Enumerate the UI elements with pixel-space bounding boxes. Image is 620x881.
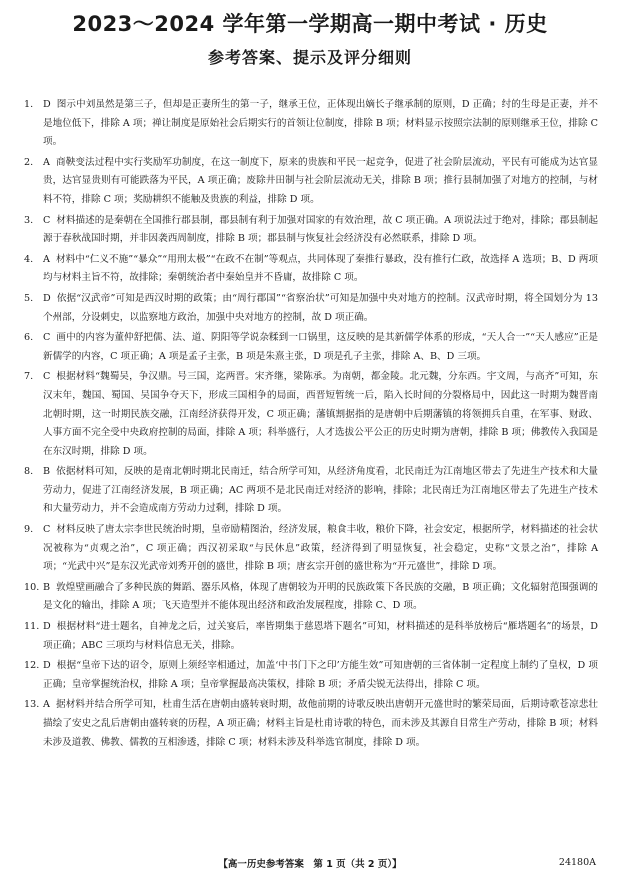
answer-item — [24, 96, 598, 152]
answer-item — [24, 154, 598, 210]
item-number: 7. — [24, 371, 34, 383]
answer-item — [24, 618, 598, 655]
answer-item — [24, 696, 598, 752]
document-code: 24180A — [558, 857, 596, 868]
item-answer: D — [43, 621, 51, 633]
item-answer: D — [43, 660, 51, 672]
page-title: 2023～2024 学年第一学期高一期中考试 · 历史 — [72, 12, 548, 36]
item-explanation: 据材料并结合所学可知，杜甫生活在唐朝由盛转衰时期，故他前期的诗歌反映出唐朝开元盛世时的繁荣局面，后期诗歌苍凉悲壮描绘了安史之乱后唐朝由盛转衰的历程，A 项正确；材料主旨是杜甫诗歌的特色，而未涉及其源自目常生产劳动，排除 B 项；材料未涉及道教、佛教、儒教的互相渗透，排除 C 项；材料未涉及科举选官制度，排除 D 项。 — [43, 699, 598, 748]
answer-item — [24, 579, 598, 616]
item-explanation: 画中的内容为董仲舒把儒、法、道、阴阳等学说杂糅到一口锅里，这反映的是其新儒学体系的形成，“天人合一”“天人感应”正是新儒学的内容，C 项正确；A 项是孟子主张，B 项是朱熹主张，D 项是孔子主张，排除 A、B、D 三项。 — [43, 332, 598, 362]
answer-item — [24, 521, 598, 577]
item-explanation: 图示中刘虽然是第三子，但却是正妻所生的第一子，继承王位，正体现出嫡长子继承制的原则，D 正确；纣的生母是正妻，并不是地位低下，排除 A 项；禅让制度是原始社会后期实行的首领让位制度，排除 B 项；材料显示按照宗法制的原则继承王位，排除 C 项。 — [43, 99, 598, 148]
page-subtitle: 参考答案、提示及评分细则 — [207, 48, 412, 67]
answer-item — [24, 329, 598, 366]
item-answer: C — [43, 214, 51, 226]
item-explanation: 依据材料可知，反映的是南北朝时期北民南迁，结合所学可知，从经济角度看，北民南迁为江南地区带去了先进生产技术和大量劳动力，促进了江南经济发展，B 项正确；AC 两项不是北民南迁对经济的影响，排除；北民南迁为江南地区带去了先进生产技术和大量劳动力，并不会造成南方劳动力过剩，排除 D 项。 — [43, 466, 598, 515]
item-explanation: 材料反映了唐太宗李世民统治时期，皇帝励精图治，经济发展，粮食丰收，粮价下降，社会安定，根据所学，材料描述的社会状况被称为“贞观之治”，C 项正确；西汉初采取“与民休息”政策，经济得到了明显恢复，社会稳定，史称“文景之治”，排除 A 项；“光武中兴”是东汉光武帝刘秀开创的盛世，排除 B 项；唐玄宗开创的盛世称为“开元盛世”，排除 D 项。 — [43, 524, 598, 573]
answer-item — [24, 368, 598, 461]
item-number: 8. — [24, 466, 34, 478]
item-answer: C — [43, 524, 51, 536]
item-explanation: 根据材料“进士题名，自神龙之后，过关宴后，率皆期集于慈恩塔下题名”可知，材料描述的是科举放榜后“雁塔题名”的场景，D 项正确；ABC 三项均与材料信息无关，排除。 — [43, 621, 598, 651]
answer-item — [24, 251, 598, 288]
item-explanation: 依据“汉武帝”可知是西汉时期的政策；由“周行郡国”“省察治状”可知是加强中央对地方的控制。汉武帝时期，将全国划分为 13 个州部，分设刺史，以监察地方政治，加强中央对地方的控制，故 D 项正确。 — [43, 292, 598, 323]
item-number: 3. — [24, 214, 34, 226]
item-answer: A — [43, 699, 50, 711]
item-number: 5. — [24, 292, 34, 304]
item-explanation: 根据“皇帝下达的诏令，原则上须经宰相通过，加盖‘中书门下之印’方能生效”可知唐朝的三省体制一定程度上制约了皇权，D 项正确；皇帝掌握统治权，排除 A 项；皇帝掌握最高决策权，排除 B 项；矛盾尖锐无法得出，排除 C 项。 — [43, 660, 598, 690]
item-number: 4. — [24, 253, 34, 265]
item-number: 13. — [24, 699, 40, 711]
answer-item — [24, 463, 598, 519]
item-answer: B — [43, 466, 51, 478]
item-number: 10. — [24, 581, 40, 593]
item-answer: D — [43, 292, 51, 304]
item-answer: A — [43, 253, 50, 265]
answer-item — [24, 290, 598, 327]
page-footer: 【高一历史参考答案 第 1 页（共 2 页）】 — [218, 859, 402, 870]
answer-item — [24, 657, 598, 694]
item-explanation: 根据材料“魏蜀吴，争汉鼎。号三国，迄两晋。宋齐继，梁陈承。为南朝，都金陵。北元魏，分东西。宇文周，与高齐”可知，东汉末年，魏国、蜀国、吴国争夺天下，形成三国相争的局面，西晋短暂统一后，陷入长时间的分裂格局中，因此这一时期为魏晋南北朝时期，这一时期民族交融，江南经济获得开发，C 项正确；藩镇割据指的是唐朝中后期藩镇的将领拥兵自重，在军事、财政、人事方面不完全受中央政府控制的局面，排除 A 项；科举盛行，人才选拔公平公正的历史时期为唐朝，排除 B 项；佛教传入我国是在东汉时期，排除 D 项。 — [43, 371, 598, 457]
item-explanation: 商鞅变法过程中实行奖励军功制度，在这一制度下，原来的贵族和平民一起竞争，促进了社会阶层流动，平民有可能成为达官显贵，达官显贵则有可能跌落为平民，A 项正确；废除井田制与社会阶层流动无关，排除 B 项；推行县制加强了对地方的控制，与材料不符，排除 C 项；奖励耕织不能触及贵族的利益，排除 D 项。 — [43, 156, 598, 205]
item-answer: C — [43, 371, 51, 383]
item-explanation: 材料描述的是秦朝在全国推行郡县制，郡县制有利于加强对国家的有效治理，故 C 项正确。A 项说法过于绝对，排除；郡县制起源于春秋战国时期，并非因袭西周制度，排除 B 项；郡县制与恢复社会经济没有必然联系，排除 D 项。 — [43, 214, 598, 245]
item-explanation: 材料中“仁义不施”“暴众”“用刑太极”“在政不在制”等观点，共同体现了秦推行暴政，没有推行仁政，故选择 A 选项；B、D 两项均与材料主旨不符，故排除；秦朝统治者中秦始皇并不昏庸，故排除 C 项。 — [43, 253, 598, 284]
item-answer: A — [43, 156, 50, 168]
answer-item — [24, 212, 598, 249]
item-explanation: 敦煌壁画融合了多种民族的舞蹈、器乐风格，体现了唐朝较为开明的民族政策下各民族的交融，B 项正确；文化辐射范围强调的是文化的输出，排除 A 项；飞天造型并不能体现出经济和政治发展程度，排除 C、D 项。 — [43, 581, 598, 612]
item-number: 6. — [24, 332, 34, 344]
item-answer: D — [43, 99, 51, 110]
answer-list — [24, 96, 598, 754]
item-number: 1. — [24, 99, 34, 110]
item-number: 2. — [24, 156, 34, 168]
item-answer: C — [43, 332, 51, 344]
item-number: 9. — [24, 524, 34, 536]
item-answer: B — [43, 581, 51, 593]
item-number: 11. — [24, 621, 40, 633]
item-number: 12. — [24, 660, 40, 672]
